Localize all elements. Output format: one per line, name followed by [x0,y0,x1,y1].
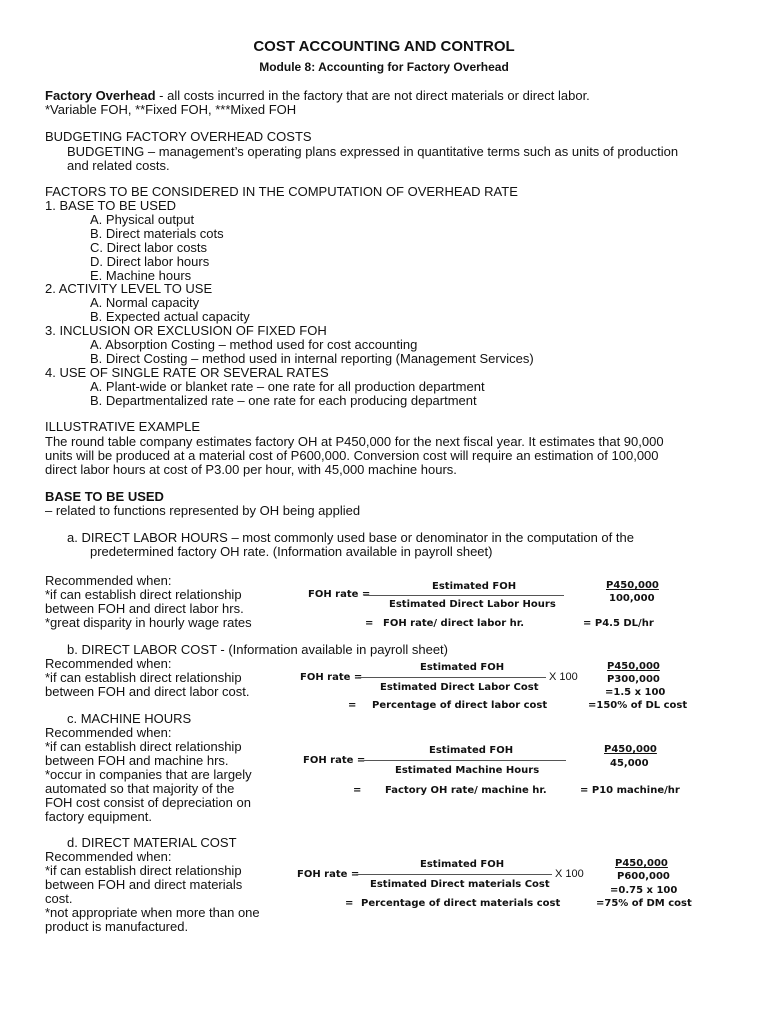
formula-numerator: Estimated FOH [429,745,514,756]
value-denominator: 45,000 [610,758,649,769]
rec-line: product is manufactured. [45,919,189,934]
rec-line: cost. [45,891,73,906]
value-result: =150% of DL cost [588,700,688,711]
formula-equals: = [345,898,354,909]
rec-line: Recommended when: [45,656,172,671]
rec-line: *great disparity in hourly wage rates [45,615,252,630]
base-a-line-2: predetermined factory OH rate. (Information available in payroll sheet) [90,544,493,559]
foh-rate-label: FOH rate = [303,755,366,766]
rec-line: FOH cost consist of depreciation on [45,795,251,810]
foh-rate-label: FOH rate = [300,672,363,683]
rec-line: between FOH and machine hrs. [45,753,229,768]
formula-result: Percentage of direct materials cost [361,898,561,909]
example-line: The round table company estimates factory OH at P450,000 for the next fiscal year. It estimates that 90,000 [45,434,664,449]
rec-line: Recommended when: [45,725,172,740]
fraction-line [356,874,552,875]
base-c-line: c. MACHINE HOURS [67,711,192,726]
rec-line: factory equipment. [45,809,152,824]
base-subheading: – related to functions represented by OH being applied [45,503,361,518]
rec-line: Recommended when: [45,849,172,864]
times-100: X 100 [555,868,584,880]
value-result: = P4.5 DL/hr [583,618,654,629]
example-line: units will be produced at a material cost of P600,000. Conversion cost will require an estimation of 100,000 [45,448,659,463]
rec-line: *not appropriate when more than one [45,905,260,920]
formula-equals: = [365,618,374,629]
rec-line: between FOH and direct labor cost. [45,684,250,699]
value-numerator: P450,000 [615,858,668,869]
factor-group-label: 2. ACTIVITY LEVEL TO USE [45,281,213,296]
base-d-line: d. DIRECT MATERIAL COST [67,835,237,850]
formula-result: Percentage of direct labor cost [372,700,548,711]
factor-group-label: 4. USE OF SINGLE RATE OR SEVERAL RATES [45,365,329,380]
intro-term: Factory Overhead [45,88,156,103]
foh-rate-label: FOH rate = [297,869,360,880]
times-100: X 100 [549,671,578,683]
example-heading: ILLUSTRATIVE EXAMPLE [45,419,201,434]
factor-item: E. Machine hours [90,268,192,283]
factor-item: B. Direct materials cots [90,226,224,241]
rec-line: Recommended when: [45,573,172,588]
fraction-line [364,595,564,596]
formula-equals: = [353,785,362,796]
intro-definition: - all costs incurred in the factory that are not direct materials or direct labor. [155,88,590,103]
value-multiplier: =1.5 x 100 [605,687,666,698]
budgeting-line-2: and related costs. [67,158,170,173]
value-numerator: P450,000 [607,661,660,672]
factor-item: A. Physical output [90,212,195,227]
rec-line: between FOH and direct materials [45,877,243,892]
budgeting-line-1: BUDGETING – management’s operating plans expressed in quantitative terms such as units of production [67,144,679,159]
factor-item: B. Expected actual capacity [90,309,250,324]
document-title: COST ACCOUNTING AND CONTROL [253,38,515,55]
rec-line: *occur in companies that are largely [45,767,252,782]
rec-line: automated so that majority of the [45,781,235,796]
value-numerator: P450,000 [604,744,657,755]
formula-result: Factory OH rate/ machine hr. [385,785,547,796]
value-denominator: 100,000 [609,593,655,604]
factor-group-label: 1. BASE TO BE USED [45,198,177,213]
example-line: direct labor hours at cost of P3.00 per hour, with 45,000 machine hours. [45,462,457,477]
formula-equals: = [348,700,357,711]
intro-line [45,89,590,103]
formula-denominator: Estimated Machine Hours [395,765,540,776]
formula-numerator: Estimated FOH [420,859,505,870]
rec-line: between FOH and direct labor hrs. [45,601,244,616]
formula-numerator: Estimated FOH [432,581,517,592]
foh-rate-label: FOH rate = [308,589,371,600]
formula-denominator: Estimated Direct materials Cost [370,879,550,890]
factor-item: A. Absorption Costing – method used for cost accounting [90,337,418,352]
factor-item: D. Direct labor hours [90,254,210,269]
rec-line: *if can establish direct relationship [45,670,242,685]
base-b-line: b. DIRECT LABOR COST - (Information available in payroll sheet) [67,642,448,657]
factor-group-label: 3. INCLUSION OR EXCLUSION OF FIXED FOH [45,323,327,338]
budgeting-heading: BUDGETING FACTORY OVERHEAD COSTS [45,129,312,144]
rec-line: *if can establish direct relationship [45,739,242,754]
rec-line: *if can establish direct relationship [45,587,242,602]
factor-item: B. Direct Costing – method used in internal reporting (Management Services) [90,351,534,366]
document-subtitle: Module 8: Accounting for Factory Overhead [259,60,509,74]
rec-line: *if can establish direct relationship [45,863,242,878]
intro-types: *Variable FOH, **Fixed FOH, ***Mixed FOH [45,102,297,117]
formula-numerator: Estimated FOH [420,662,505,673]
value-result: =75% of DM cost [596,898,692,909]
base-a-line-1: a. DIRECT LABOR HOURS – most commonly used base or denominator in the computation of the [67,530,634,545]
factors-heading: FACTORS TO BE CONSIDERED IN THE COMPUTATION OF OVERHEAD RATE [45,184,518,199]
formula-denominator: Estimated Direct Labor Cost [380,682,539,693]
fraction-line [358,677,546,678]
factor-item: A. Plant-wide or blanket rate – one rate for all production department [90,379,485,394]
fraction-line [364,760,566,761]
value-numerator: P450,000 [606,580,659,591]
formula-result: FOH rate/ direct labor hr. [383,618,525,629]
formula-denominator: Estimated Direct Labor Hours [389,599,556,610]
value-denominator: P600,000 [617,871,670,882]
base-heading: BASE TO BE USED [45,489,164,504]
value-result: = P10 machine/hr [580,785,680,796]
factor-item: C. Direct labor costs [90,240,208,255]
value-multiplier: =0.75 x 100 [610,885,678,896]
factor-item: A. Normal capacity [90,295,200,310]
factor-item: B. Departmentalized rate – one rate for each producing department [90,393,477,408]
value-denominator: P300,000 [607,674,660,685]
